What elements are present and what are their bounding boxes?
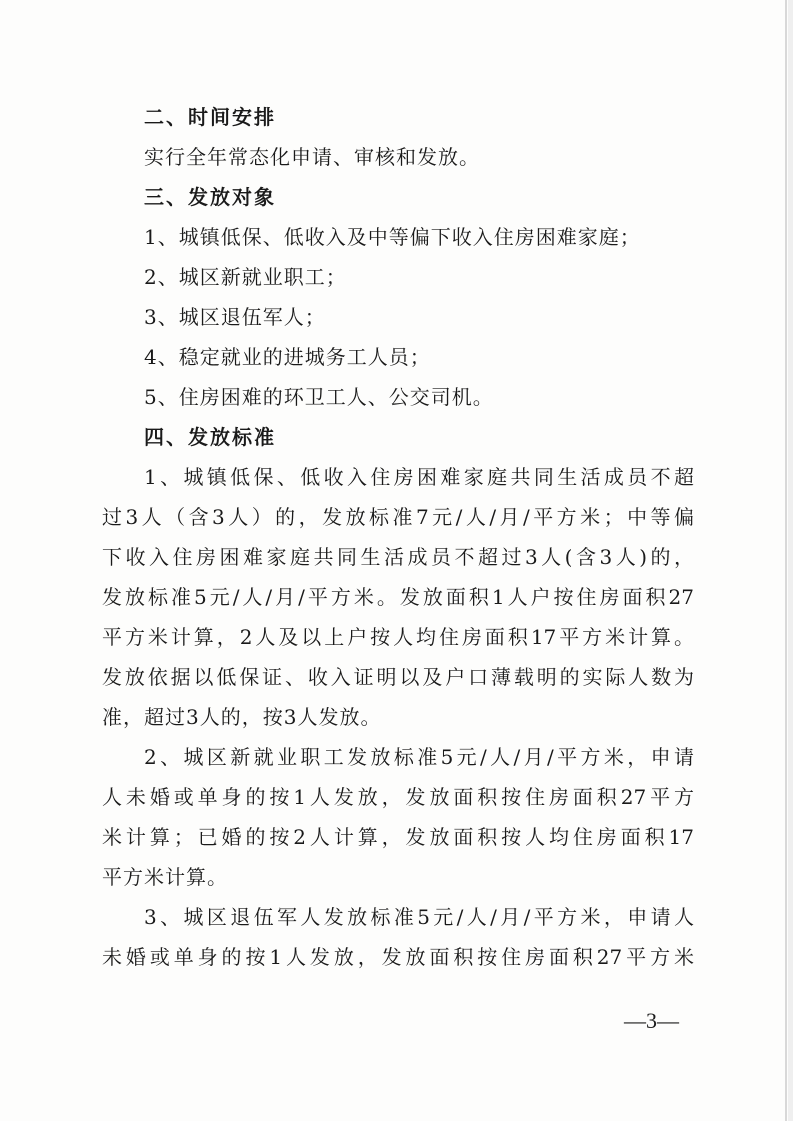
paragraph-line: 发放依据以低保证、收入证明以及户口薄载明的实际人数为 [102,665,694,689]
paragraph-line: 1、城镇低保、低收入住房困难家庭共同生活成员不超 [144,465,694,489]
page-number: —3— [624,1008,679,1033]
list-item: 1、城镇低保、低收入及中等偏下收入住房困难家庭； [144,225,641,249]
list-item: 5、住房困难的环卫工人、公交司机。 [144,385,494,409]
paragraph-line: 实行全年常态化申请、审核和发放。 [144,145,480,169]
scan-edge-shadow [788,0,793,1121]
paragraph-line: 米计算；已婚的按2人计算，发放面积按人均住房面积17 [102,825,694,849]
section-heading-targets: 三、发放对象 [144,185,276,209]
list-item: 2、城区新就业职工； [144,265,347,289]
document-body [102,97,694,977]
section-heading-standards: 四、发放标准 [144,425,276,449]
paragraph-line: 准，超过3人的，按3人发放。 [102,705,382,729]
paragraph-line: 3、城区退伍军人发放标准5元/人/月/平方米，申请人 [144,905,694,929]
paragraph-line: 人未婚或单身的按1人发放，发放面积按住房面积27平方 [102,785,694,809]
paragraph-line: 发放标准5元/人/月/平方米。发放面积1人户按住房面积27 [102,585,694,609]
paragraph-line: 平方米计算。 [102,865,228,889]
section-heading-time: 二、时间安排 [144,105,276,129]
list-item: 4、稳定就业的进城务工人员； [144,345,431,369]
paragraph-line: 未婚或单身的按1人发放，发放面积按住房面积27平方米 [102,945,694,969]
paragraph-line: 下收入住房困难家庭共同生活成员不超过3人(含3人)的， [102,545,694,569]
list-item: 3、城区退伍军人； [144,305,326,329]
paragraph-line: 2、城区新就业职工发放标准5元/人/月/平方米，申请 [144,745,694,769]
paragraph-line: 过3人（含3人）的，发放标准7元/人/月/平方米；中等偏 [102,505,694,529]
paragraph-line: 平方米计算，2人及以上户按人均住房面积17平方米计算。 [102,625,694,649]
scan-edge-line [785,0,787,1121]
